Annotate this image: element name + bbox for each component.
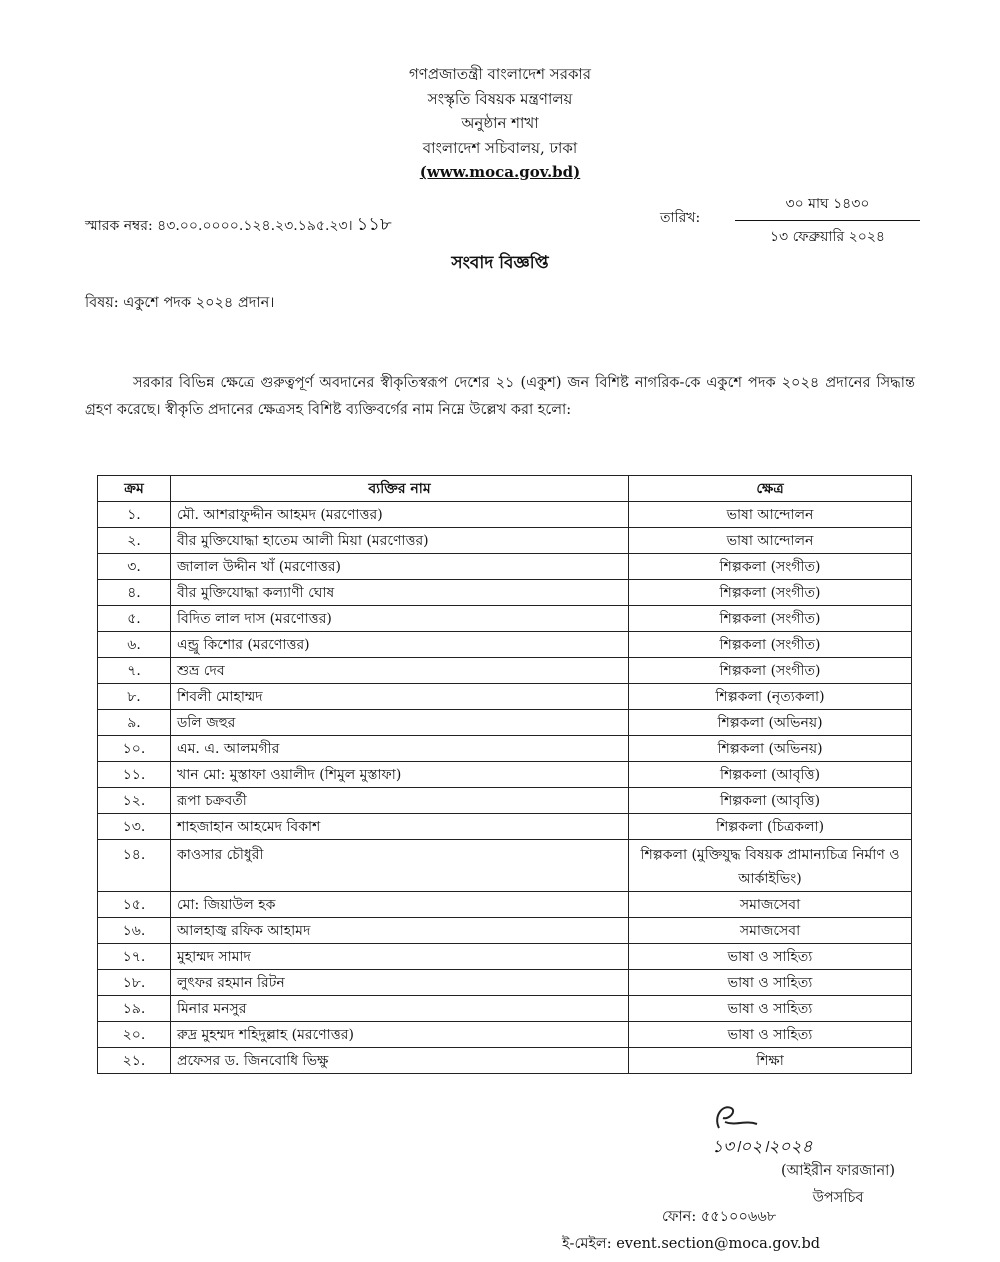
- serial-cell: ৭.: [98, 658, 171, 684]
- name-cell: মৌ. আশরাফুদ্দীন আহমদ (মরণোত্তর): [171, 502, 629, 528]
- header-serial: ক্রম: [98, 476, 171, 502]
- table-row: [98, 840, 912, 892]
- signer-designation: উপসচিব: [812, 1190, 864, 1206]
- table-row: [98, 684, 912, 710]
- header-name: ব্যক্তির নাম: [171, 476, 629, 502]
- field-cell: সমাজসেবা: [629, 892, 912, 918]
- header-field: ক্ষেত্র: [629, 476, 912, 502]
- memo-number-text: স্মারক নম্বর: ৪৩.০০.০০০০.১২৪.২৩.১৯৫.২৩।: [85, 218, 353, 234]
- name-cell: খান মো: মুস্তাফা ওয়ালীদ (শিমুল মুস্তাফা): [171, 762, 629, 788]
- name-cell: লুৎফর রহমান রিটন: [171, 970, 629, 996]
- website-link[interactable]: (www.moca.gov.bd): [419, 163, 581, 181]
- table-row: [98, 528, 912, 554]
- field-cell: ভাষা আন্দোলন: [629, 528, 912, 554]
- serial-cell: ১৪.: [98, 840, 171, 892]
- field-cell: শিল্পকলা (সংগীত): [629, 658, 912, 684]
- name-cell: বিদিত লাল দাস (মরণোত্তর): [171, 606, 629, 632]
- signature-date: ১৩।০২।২০২৪: [712, 1137, 813, 1157]
- field-cell: শিল্পকলা (আবৃত্তি): [629, 762, 912, 788]
- serial-cell: ১১.: [98, 762, 171, 788]
- date-block: [735, 192, 920, 249]
- serial-cell: ১৭.: [98, 944, 171, 970]
- table-row: [98, 1022, 912, 1048]
- name-cell: জালাল উদ্দীন খাঁ (মরণোত্তর): [171, 554, 629, 580]
- table-row: [98, 632, 912, 658]
- date-gregorian: ১৩ ফেব্রুয়ারি ২০২৪: [769, 229, 886, 245]
- contact-phone: ফোন: ৫৫১০০৬৬৮: [662, 1209, 777, 1225]
- table-row: [98, 788, 912, 814]
- field-cell: ভাষা ও সাহিত্য: [629, 944, 912, 970]
- signature-mark: [705, 1098, 765, 1138]
- field-cell: শিক্ষা: [629, 1048, 912, 1074]
- serial-cell: ১৯.: [98, 996, 171, 1022]
- table-row: [98, 762, 912, 788]
- field-cell: শিল্পকলা (সংগীত): [629, 580, 912, 606]
- name-cell: মিনার মনসুর: [171, 996, 629, 1022]
- serial-cell: ৯.: [98, 710, 171, 736]
- name-cell: শুভ্র দেব: [171, 658, 629, 684]
- serial-cell: ২১.: [98, 1048, 171, 1074]
- table-row: [98, 658, 912, 684]
- field-cell: ভাষা ও সাহিত্য: [629, 1022, 912, 1048]
- office-address: বাংলাদেশ সচিবালয়, ঢাকা: [422, 138, 578, 157]
- serial-cell: ৪.: [98, 580, 171, 606]
- field-cell: শিল্পকলা (সংগীত): [629, 554, 912, 580]
- contact-block: [562, 1204, 820, 1258]
- name-cell: কাওসার চৌধুরী: [171, 840, 629, 892]
- name-cell: মো: জিয়াউল হক: [171, 892, 629, 918]
- contact-email[interactable]: ই-মেইল: event.section@moca.gov.bd: [562, 1236, 821, 1252]
- govt-name: গণপ্রজাতন্ত্রী বাংলাদেশ সরকার: [408, 65, 592, 83]
- field-cell: শিল্পকলা (অভিনয়): [629, 736, 912, 762]
- subject-line: বিষয়: একুশে পদক ২০২৪ প্রদান।: [85, 295, 275, 311]
- name-cell: মুহাম্মদ সামাদ: [171, 944, 629, 970]
- table-row: [98, 606, 912, 632]
- date-bangla: ৩০ মাঘ ১৪৩০: [735, 192, 920, 221]
- table-body: [98, 502, 912, 1074]
- field-cell: শিল্পকলা (মুক্তিযুদ্ধ বিষয়ক প্রামান্যচিত্র নির্মাণ ও আর্কাইভিং): [629, 840, 912, 892]
- field-cell: শিল্পকলা (চিত্রকলা): [629, 814, 912, 840]
- table-row: [98, 892, 912, 918]
- name-cell: এম. এ. আলমগীর: [171, 736, 629, 762]
- name-cell: আলহাজ্ব রফিক আহামদ: [171, 918, 629, 944]
- serial-cell: ১৩.: [98, 814, 171, 840]
- table-row: [98, 970, 912, 996]
- memo-handwritten-number: ১১৮: [356, 214, 392, 235]
- table-row: [98, 502, 912, 528]
- name-cell: শিবলী মোহাম্মদ: [171, 684, 629, 710]
- name-cell: শাহজাহান আহমেদ বিকাশ: [171, 814, 629, 840]
- section-name: অনুষ্ঠান শাখা: [461, 114, 539, 132]
- field-cell: শিল্পকলা (অভিনয়): [629, 710, 912, 736]
- serial-cell: ৬.: [98, 632, 171, 658]
- table-row: [98, 918, 912, 944]
- document-title: সংবাদ বিজ্ঞপ্তি: [451, 253, 549, 273]
- serial-cell: ১৮.: [98, 970, 171, 996]
- field-cell: শিল্পকলা (নৃত্যকলা): [629, 684, 912, 710]
- letterhead: [0, 62, 1000, 185]
- serial-cell: ১৫.: [98, 892, 171, 918]
- name-cell: রূপা চক্রবর্তী: [171, 788, 629, 814]
- awardees-table: [97, 475, 912, 1074]
- name-cell: এন্ড্রু কিশোর (মরণোত্তর): [171, 632, 629, 658]
- signer-name: (আইরীন ফারজানা): [781, 1163, 895, 1179]
- name-cell: বীর মুক্তিযোদ্ধা কল্যাণী ঘোষ: [171, 580, 629, 606]
- field-cell: ভাষা ও সাহিত্য: [629, 970, 912, 996]
- field-cell: সমাজসেবা: [629, 918, 912, 944]
- serial-cell: ৮.: [98, 684, 171, 710]
- table-row: [98, 814, 912, 840]
- table-row: [98, 996, 912, 1022]
- date-label: তারিখ:: [660, 210, 701, 226]
- serial-cell: ১০.: [98, 736, 171, 762]
- table-row: [98, 736, 912, 762]
- name-cell: বীর মুক্তিযোদ্ধা হাতেম আলী মিয়া (মরণোত্তর): [171, 528, 629, 554]
- serial-cell: ১৬.: [98, 918, 171, 944]
- field-cell: ভাষা ও সাহিত্য: [629, 996, 912, 1022]
- name-cell: রুদ্র মুহম্মদ শহিদুল্লাহ (মরণোত্তর): [171, 1022, 629, 1048]
- table-row: [98, 554, 912, 580]
- memo-number: [85, 210, 392, 241]
- ministry-name: সংস্কৃতি বিষয়ক মন্ত্রণালয়: [427, 89, 573, 108]
- body-paragraph: সরকার বিভিন্ন ক্ষেত্রে গুরুত্বপূর্ণ অবদানের স্বীকৃতিস্বরূপ দেশের ২১ (একুশ) জন বিশিষ্ট নাগরিক-কে একুশে পদক ২০২৪ প্রদানের সিদ্ধান্ত গ্রহণ করেছে। স্বীকৃতি প্রদানের ক্ষেত্রসহ বিশিষ্ট ব্যক্তিবর্গের নাম নিম্নে উল্লেখ করা হলো:: [85, 375, 915, 418]
- serial-cell: ১২.: [98, 788, 171, 814]
- field-cell: শিল্পকলা (আবৃত্তি): [629, 788, 912, 814]
- name-cell: ডলি জহুর: [171, 710, 629, 736]
- name-cell: প্রফেসর ড. জিনবোধি ভিক্ষু: [171, 1048, 629, 1074]
- serial-cell: ১.: [98, 502, 171, 528]
- table-row: [98, 710, 912, 736]
- field-cell: শিল্পকলা (সংগীত): [629, 632, 912, 658]
- table-header-row: [98, 476, 912, 502]
- table-row: [98, 580, 912, 606]
- serial-cell: ৩.: [98, 554, 171, 580]
- field-cell: শিল্পকলা (সংগীত): [629, 606, 912, 632]
- table-row: [98, 944, 912, 970]
- serial-cell: ৫.: [98, 606, 171, 632]
- field-cell: ভাষা আন্দোলন: [629, 502, 912, 528]
- serial-cell: ২০.: [98, 1022, 171, 1048]
- table-row: [98, 1048, 912, 1074]
- serial-cell: ২.: [98, 528, 171, 554]
